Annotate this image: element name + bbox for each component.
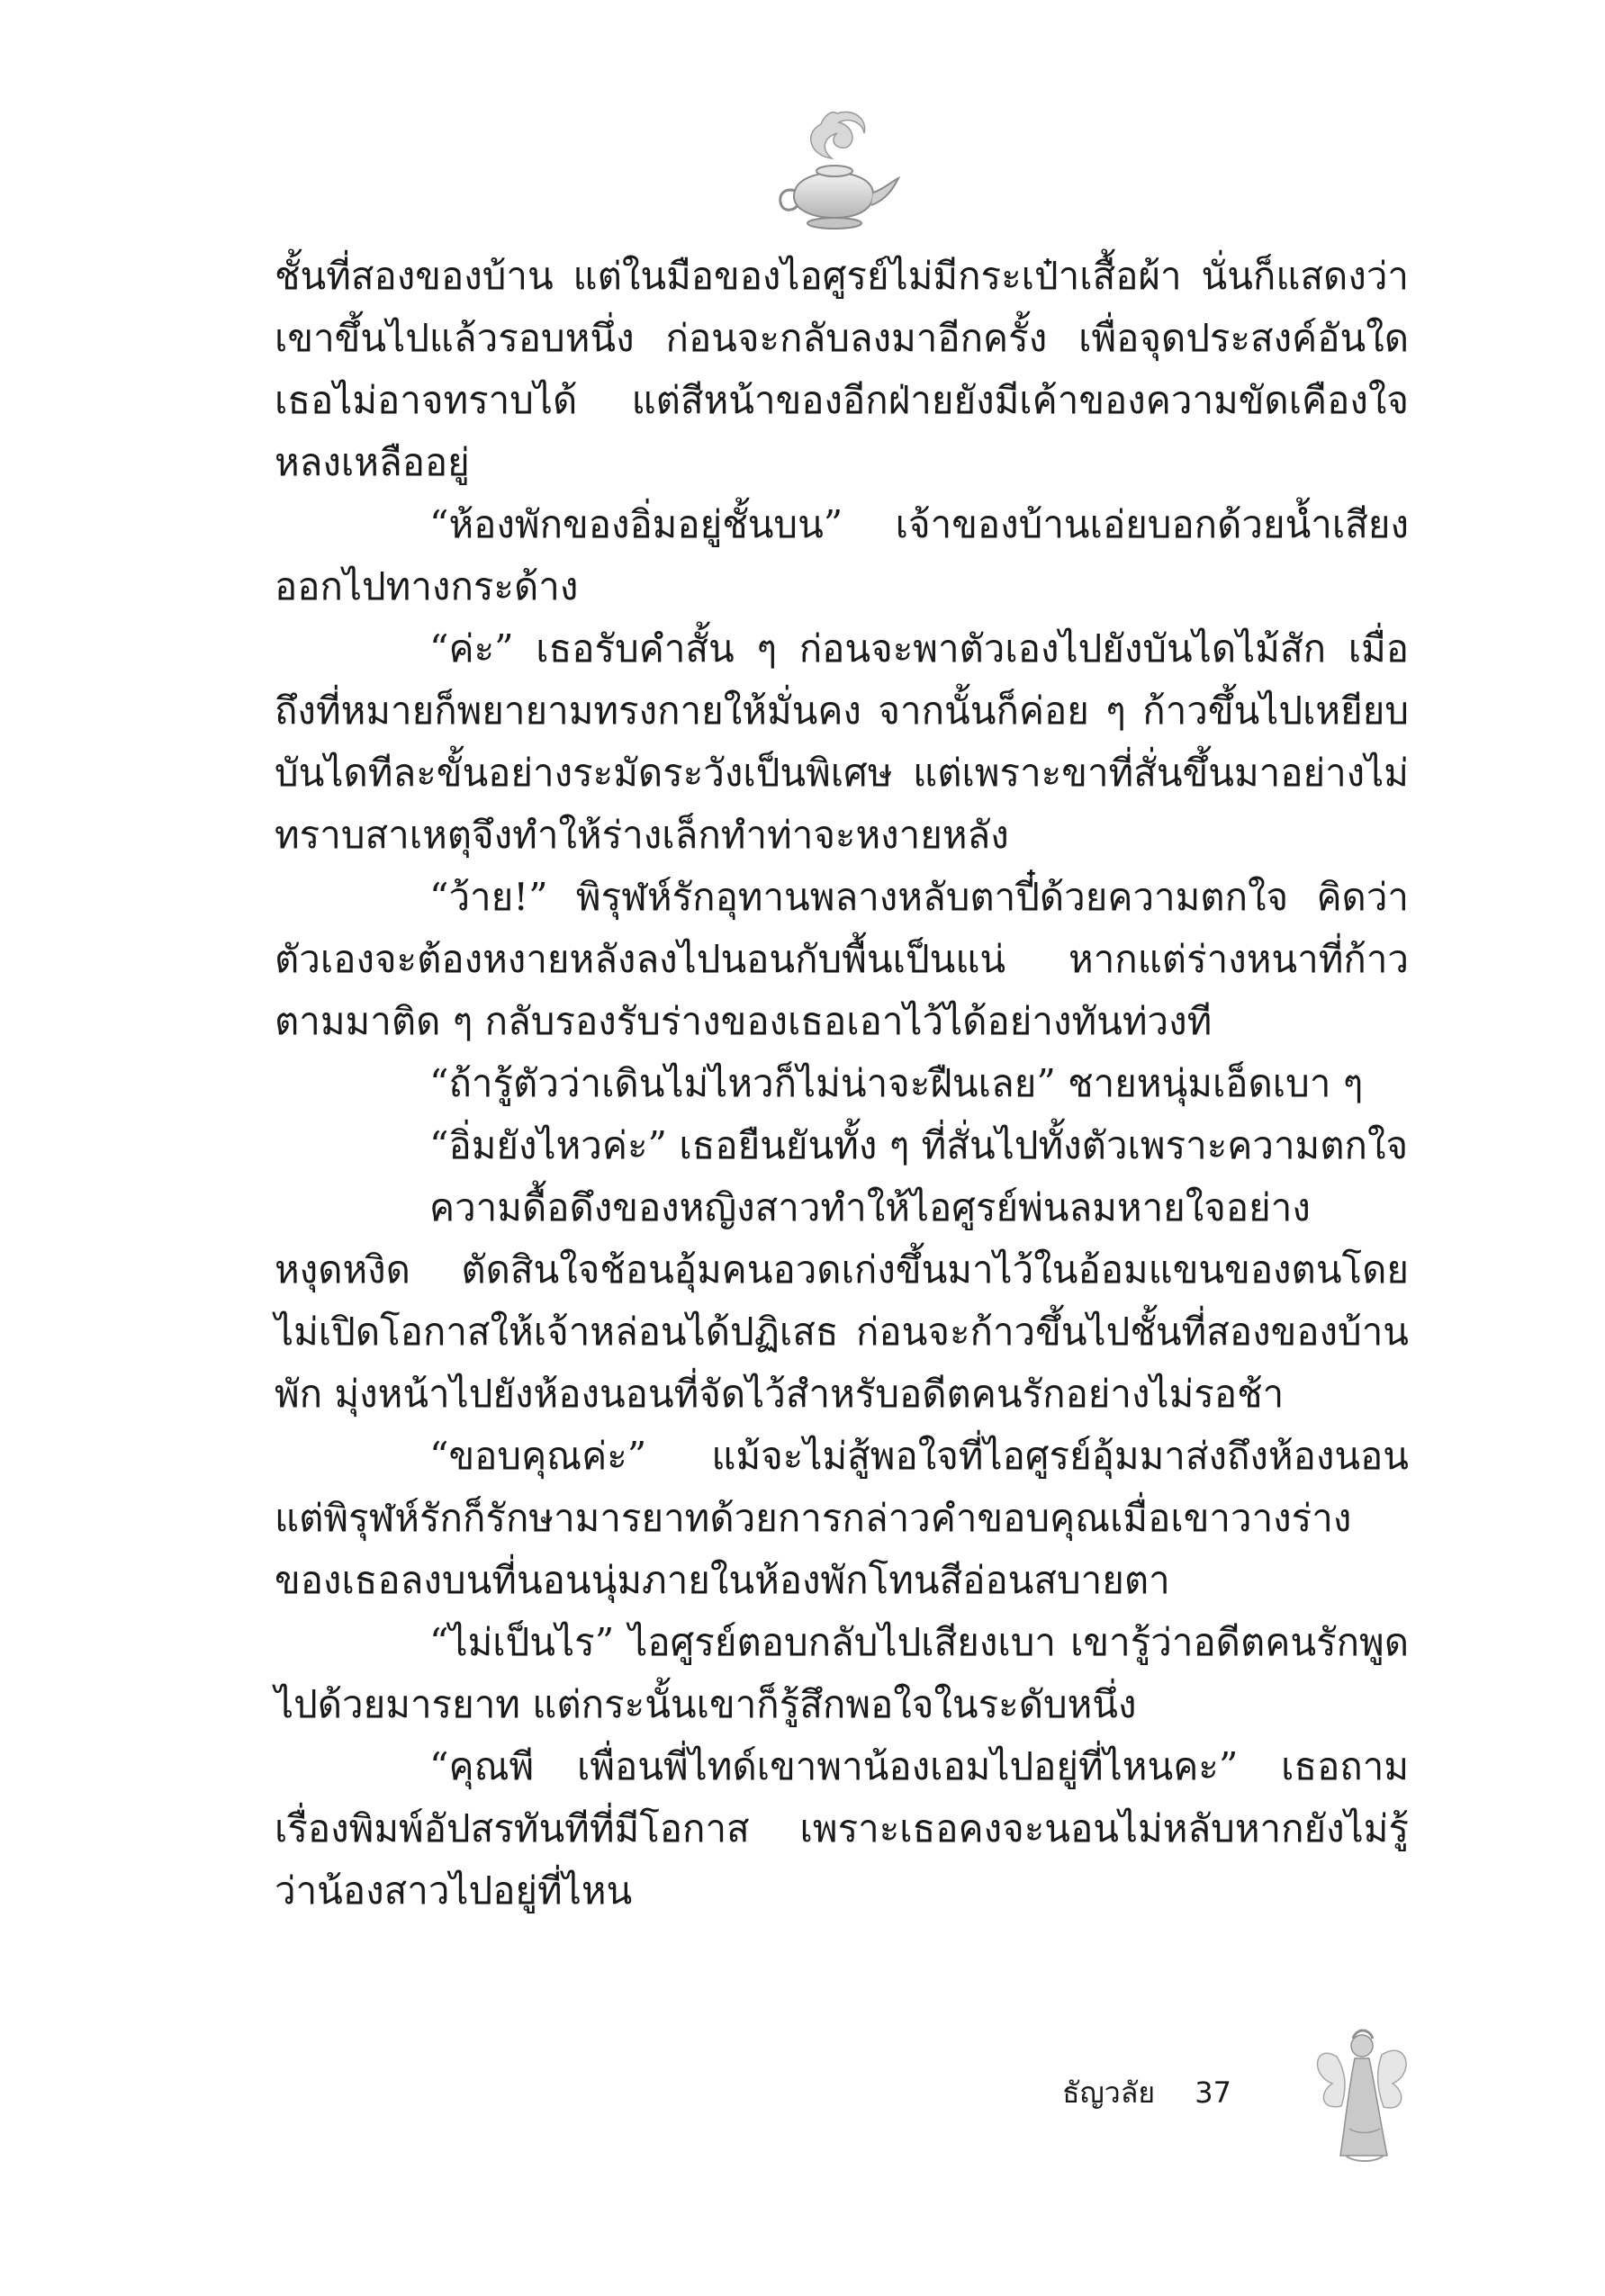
paragraph: ชั้นที่สองของบ้าน แต่ในมือของไอศูรย์ไม่มีกระเป๋าเสื้อผ้า นั่นก็แสดงว่าเขาขึ้นไปแล้วรอบหนึ่ง ก่อนจะกลับลงมาอีกครั้ง เพื่อจุดประสงค์อันใดเธอไม่อาจทราบได้ แต่สีหน้าของอีกฝ่ายยังมีเค้าของความขัดเคืองใจหลงเหลืออยู่ (275, 254, 1409, 484)
genie-lamp-icon (767, 106, 902, 241)
paragraph: “ว้าย!” พิรุฬห์รักอุทานพลางหลับตาปี๋ด้วยความตกใจ คิดว่าตัวเองจะต้องหงายหลังลงไปนอนกับพื้นเป็นแน่ หากแต่ร่างหนาที่ก้าวตามมาติด ๆ กลับรองรับร่างของเธอเอาไว้ได้อย่างทันท่วงที (275, 875, 1409, 1043)
page-footer (1062, 2070, 1231, 2116)
paragraph: “คุณพี เพื่อนพี่ไทด์เขาพาน้องเอมไปอยู่ที่ไหนคะ” เธอถามเรื่องพิมพ์อัปสรทันทีที่มีโอกาส เพราะเธอคงจะนอนไม่หลับหากยังไม่รู้ว่าน้องสาวไปอยู่ที่ไหน (275, 1744, 1409, 1913)
paragraph: “ขอบคุณค่ะ” แม้จะไม่สู้พอใจที่ไอศูรย์อุ้มมาส่งถึงห้องนอน แต่พิรุฬห์รักก็รักษามารยาทด้วยการกล่าวคำขอบคุณเมื่อเขาวางร่างของเธอลงบนที่นอนนุ่มภายในห้องพักโทนสีอ่อนสบายตา (275, 1434, 1409, 1602)
chapter-body (275, 245, 1409, 1922)
fairy-illustration (1310, 2021, 1418, 2169)
paragraph: “อิ่มยังไหวค่ะ” เธอยืนยันทั้ง ๆ ที่สั่นไปทั้งตัวเพราะความตกใจ (429, 1123, 1409, 1167)
paragraph: ความดื้อดึงของหญิงสาวทำให้ไอศูรย์พ่นลมหายใจอย่างหงุดหงิด ตัดสินใจช้อนอุ้มคนอวดเก่งขึ้นมาไว้ในอ้อมแขนของตนโดยไม่เปิดโอกาสให้เจ้าหล่อนได้ปฏิเสธ ก่อนจะก้าวขึ้นไปชั้นที่สองของบ้านพัก มุ่งหน้าไปยังห้องนอนที่จัดไว้สำหรับอดีตคนรักอย่างไม่รอช้า (275, 1185, 1409, 1416)
page-number: 37 (1195, 2075, 1232, 2110)
paragraph: “ไม่เป็นไร” ไอศูรย์ตอบกลับไปเสียงเบา เขารู้ว่าอดีตคนรักพูดไปด้วยมารยาท แต่กระนั้นเขาก็รู้สึกพอใจในระดับหนึ่ง (275, 1620, 1409, 1726)
paragraph: “ห้องพักของอิ่มอยู่ชั้นบน” เจ้าของบ้านเอ่ยบอกด้วยน้ำเสียงออกไปทางกระด้าง (275, 502, 1409, 608)
author-name: ธัญวลัย (1062, 2075, 1156, 2110)
paragraph: “ค่ะ” เธอรับคำสั้น ๆ ก่อนจะพาตัวเองไปยังบันไดไม้สัก เมื่อถึงที่หมายก็พยายามทรงกายให้มั่นคง จากนั้นก็ค่อย ๆ ก้าวขึ้นไปเหยียบบันไดทีละขั้นอย่างระมัดระวังเป็นพิเศษ แต่เพราะขาที่สั่นขึ้นมาอย่างไม่ทราบสาเหตุจึงทำให้ร่างเล็กทำท่าจะหงายหลัง (275, 626, 1409, 857)
paragraph: “ถ้ารู้ตัวว่าเดินไม่ไหวก็ไม่น่าจะฝืนเลย” ชายหนุ่มเอ็ดเบา ๆ (429, 1061, 1364, 1105)
